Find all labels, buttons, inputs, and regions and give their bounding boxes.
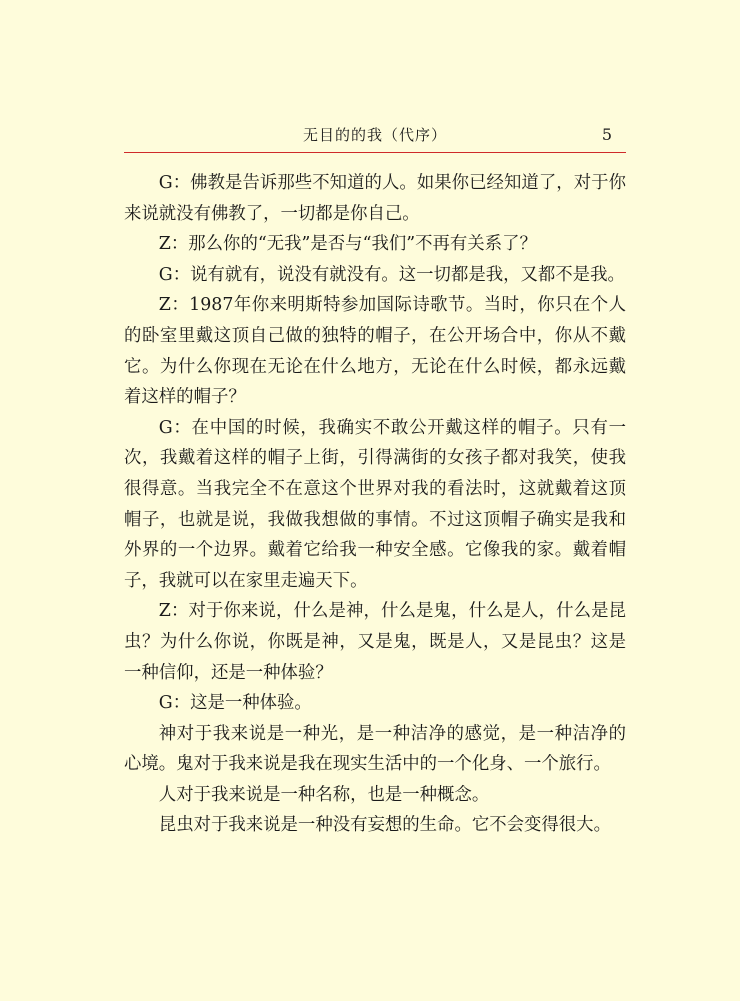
paragraph: Z：1987年你来明斯特参加国际诗歌节。当时，你只在个人的卧室里戴这顶自己做的独特的帽子，在公开场合中，你从不戴它。为什么你现在无论在什么地方，无论在什么时候，都永远戴着这样的帽子？: [124, 295, 626, 408]
chapter-title: 无目的的我（代序）: [302, 126, 447, 144]
paragraph: Z：那么你的“无我”是否与“我们”不再有关系了？: [158, 234, 537, 255]
paragraph: G：说有就有，说没有就没有。这一切都是我，又都不是我。: [158, 264, 625, 285]
paragraph: Z：对于你来说，什么是神，什么是鬼，什么是人，什么是昆虫？为什么你说，你既是神，又是鬼，既是人，又是昆虫？这是一种信仰，还是一种体验？: [124, 601, 626, 683]
running-header: [124, 124, 626, 152]
paragraph: G：这是一种体验。: [158, 693, 312, 714]
page-number: 5: [601, 125, 612, 144]
body-text: [124, 168, 626, 841]
paragraph: G：在中国的时候，我确实不敢公开戴这样的帽子。只有一次，我戴着这样的帽子上街，引得满街的女孩子都对我笑，使我很得意。当我完全不在意这个世界对我的看法时，这就戴着这顶帽子，也就是说，我做我想做的事情。不过这顶帽子确实是我和外界的一个边界。戴着它给我一种安全感。它像我的家。戴着帽子，我就可以在家里走遍天下。: [124, 417, 626, 591]
header-rule: [124, 152, 626, 153]
paragraph: 人对于我来说是一种名称，也是一种概念。: [158, 784, 490, 805]
paragraph: 神对于我来说是一种光，是一种洁净的感觉，是一种洁净的心境。鬼对于我来说是我在现实生活中的一个化身、一个旅行。: [124, 723, 626, 775]
paragraph: G：佛教是告诉那些不知道的人。如果你已经知道了，对于你来说就没有佛教了，一切都是你自己。: [124, 173, 626, 224]
paragraph: 昆虫对于我来说是一种没有妄想的生命。它不会变得很大。: [158, 815, 611, 836]
